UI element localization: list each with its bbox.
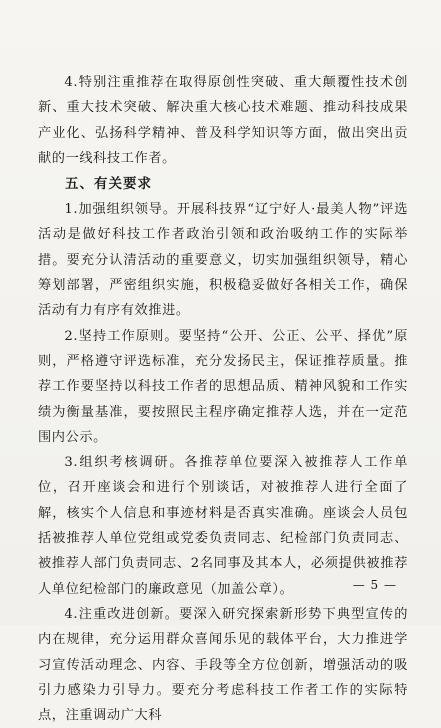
page-number: — 5 —	[352, 578, 397, 592]
requirement-4: 4.注重改进创新。要深入研究探索新形势下典型宣传的内在规律，充分运用群众喜闻乐见的载体平台，大力推进学习宣传活动理念、内容、手段等全方位创新，增强活动的吸引力感染力引导力。要充分考虑科技工作者工作的实际特点，注重调动广大科	[38, 606, 408, 724]
requirement-1: 1.加强组织领导。开展科技界“辽宁好人·最美人物”评选活动是做好科技工作者政治引领和政治吸纳工作的实际举措。要充分认清活动的重要意义，切实加强组织领导，精心筹划部署，严密组织实施，积极稳妥做好各相关工作，确保活动有力有序有效推进。	[38, 202, 408, 319]
document-body	[38, 70, 408, 728]
section-heading: 五、有关要求	[65, 176, 152, 193]
paragraph-4: 4.特别注重推荐在取得原创性突破、重大颠覆性技术创新、重大技术突破、解决重大核心技术难题、推动科技成果产业化、弘扬科学精神、普及科学知识等方面，做出突出贡献的一线科技工作者。	[38, 75, 408, 166]
requirement-3: 3.组织考核调研。各推荐单位要深入被推荐人工作单位，召开座谈会和进行个别谈话，对被推荐人进行全面了解，核实个人信息和事迹材料是否真实准确。座谈会人员包括被推荐人单位党组或党委负责同志、纪检部门负责同志、被推荐人部门负责同志、2名同事及其本人，必须提供被推荐人单位纪检部门的廉政意见（加盖公章）。	[38, 455, 408, 597]
requirement-2: 2.坚持工作原则。要坚持“公开、公正、公平、择优”原则，严格遵守评选标准，充分发扬民主，保证推荐质量。推荐工作要坚持以科技工作者的思想品质、精神风貌和工作实绩为衡量基准，要按照民主程序确定推荐人选，并在一定范围内公示。	[38, 328, 408, 445]
